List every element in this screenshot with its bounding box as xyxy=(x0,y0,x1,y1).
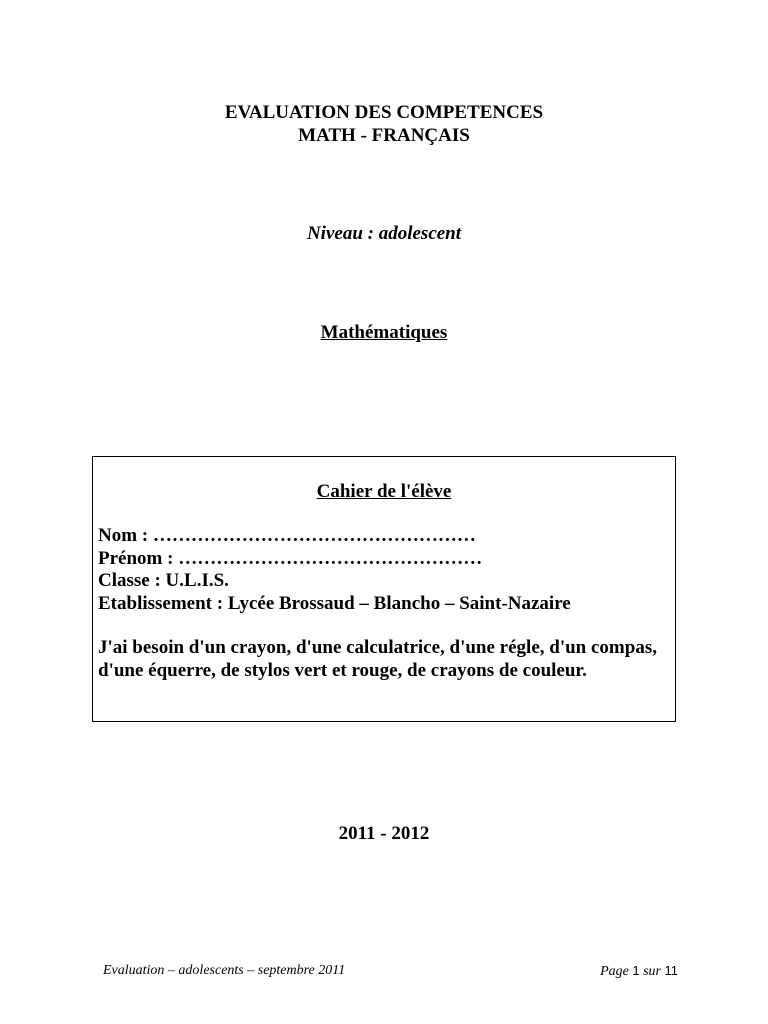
student-info-box xyxy=(92,456,676,722)
level-heading: Niveau : adolescent xyxy=(306,223,462,244)
subject-heading: Mathématiques xyxy=(320,322,448,343)
page-number-footer xyxy=(600,962,678,981)
student-box-title: Cahier de l'élève xyxy=(316,481,452,502)
document-title-line-2: MATH - FRANÇAIS xyxy=(298,125,470,146)
school-year: 2011 - 2012 xyxy=(338,823,430,844)
page-label: Page xyxy=(600,964,629,979)
footer-left-text: Evaluation – adolescents – septembre 2011 xyxy=(103,963,346,978)
class-line: Classe : U.L.I.S. xyxy=(98,570,229,591)
school-line: Etablissement : Lycée Brossaud – Blancho – Saint-Nazaire xyxy=(98,593,571,614)
total-pages-number: 11 xyxy=(664,963,678,978)
name-field-line: Nom : …………………………………………… xyxy=(98,525,476,546)
current-page-number: 1 xyxy=(632,963,640,978)
first-name-field-line: Prénom : ………………………………………… xyxy=(98,548,483,569)
of-label: sur xyxy=(643,964,661,979)
document-title-line-1: EVALUATION DES COMPETENCES xyxy=(224,102,544,123)
required-supplies-text: J'ai besoin d'un crayon, d'une calculatrice, d'une régle, d'un compas, d'une équerre, de stylos vert et rouge, de crayons de couleur. xyxy=(98,637,657,681)
